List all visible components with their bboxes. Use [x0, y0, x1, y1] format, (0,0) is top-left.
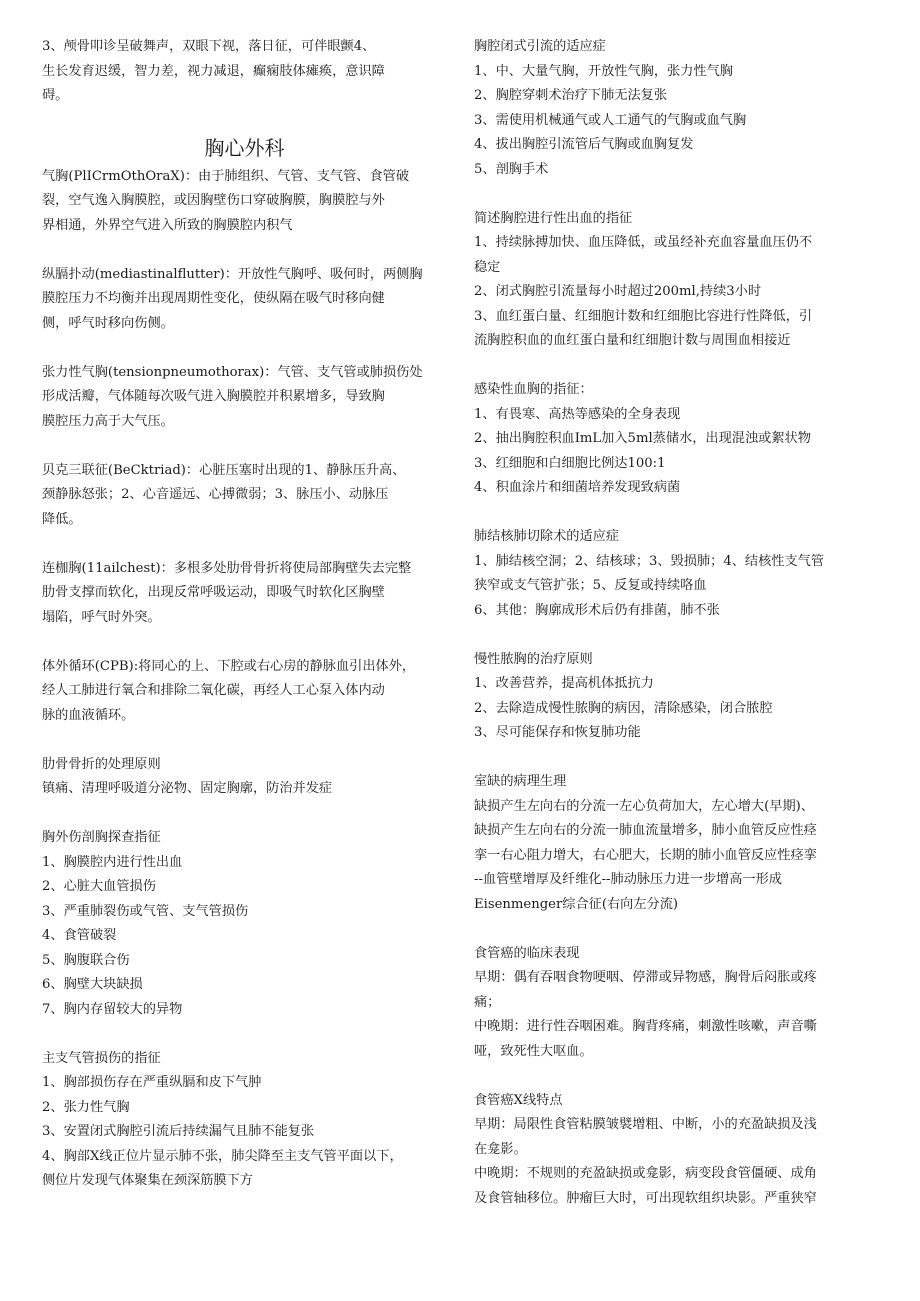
left-column — [42, 35, 447, 1194]
paragraph-heading-line: 慢性脓胸的治疗原则 — [474, 651, 593, 667]
paragraph — [474, 648, 880, 746]
text-line: 脉的血液循环。 — [42, 707, 135, 723]
text-line: 痛； — [474, 994, 501, 1010]
text-line: 形成活瓣，气体随每次吸气进入胸膜腔并积累增多，导致胸 — [42, 389, 385, 404]
text-line: 4、食管破裂 — [42, 928, 117, 943]
section-title: 胸心外科 — [204, 135, 285, 160]
paragraph-heading-line: 肺结核肺切除术的适应症 — [474, 529, 620, 544]
text-line: 1、中、大量气胸，开放性气胸，张力性气胸 — [474, 63, 733, 79]
paragraph-gap — [42, 1022, 447, 1047]
text-line: 早期：偶有吞咽食物哽咽、停滞或异物感，胸骨后闷胀或疼 — [474, 970, 817, 985]
paragraph-gap — [42, 532, 447, 557]
paragraph-gap — [42, 630, 447, 655]
text-line: --血管壁增厚及纤维化--肺动脉压力进一步增高一形成 — [474, 872, 782, 887]
right-sections — [474, 35, 880, 1211]
text-line: 1、胸膜腔内进行性出血 — [42, 854, 183, 870]
text-line: 3、血红蛋白量、红细胞计数和红细胞比容进行性降低，引 — [474, 308, 813, 324]
text-line: 4、拔出胸腔引流管后气胸或血胸复发 — [474, 137, 694, 152]
text-line: 侧位片发现气体聚集在颈深筋膜下方 — [42, 1173, 253, 1188]
paragraph-heading-line: 纵膈扑动(mediastinalflutter)：开放性气胸呼、吸何时，两侧胸 — [42, 266, 423, 282]
paragraph — [42, 165, 447, 239]
text-line: 5、剖胸手术 — [474, 161, 549, 177]
paragraph-gap — [474, 1064, 880, 1089]
paragraph-heading-line: 体外循环(CPB):将同心的上、下腔或右心房的静脉血引出体外， — [42, 658, 416, 674]
paragraph-heading-line: 室缺的病理生理 — [474, 774, 567, 789]
right-column — [474, 35, 880, 1211]
paragraph — [42, 557, 447, 631]
paragraph — [474, 942, 880, 1065]
text-line: 肋骨支撑而软化，出现反常呼吸运动，即吸气时软化区胸壁 — [42, 585, 385, 600]
text-line: 2、抽出胸腔积血ImL加入5ml蒸储水，出现混浊或絮状物 — [474, 431, 811, 446]
text-line: 生长发育迟缓，智力差，视力减退，癫痫肢体瘫痪，意识障 — [42, 63, 385, 79]
text-line: 裂，空气逸入胸膜腔，或因胸壁伤口穿破胸膜，胸膜腔与外 — [42, 193, 385, 208]
paragraph — [474, 1089, 880, 1212]
paragraph-gap — [474, 501, 880, 526]
paragraph-gap — [42, 802, 447, 827]
paragraph-gap — [42, 238, 447, 263]
text-line: 3、安置闭式胸腔引流后持续漏气且肺不能复张 — [42, 1124, 315, 1139]
paragraph-heading-line: 感染性血胸的指征： — [474, 382, 593, 397]
text-line: 4、胸部X线正位片显示肺不张，肺尖降至主支气管平面以下， — [42, 1148, 403, 1164]
paragraph — [42, 361, 447, 435]
text-line: 3、需使用机械通气或人工通气的气胸或血气胸 — [474, 112, 747, 128]
text-line: 碍。 — [42, 88, 69, 103]
text-line: 5、胸腹联合伤 — [42, 952, 130, 968]
text-line: 3、颅骨叩诊呈破舞声，双眼下视，落日征，可伴眼颤4、 — [42, 39, 376, 54]
text-line: 2、胸腔穿刺术治疗下肺无法复张 — [474, 88, 668, 103]
text-line: 1、有畏寒、高热等感染的全身表现 — [474, 406, 681, 422]
text-line: 挛一右心阻力增大，右心肥大，长期的肺小血管反应性痉挛 — [474, 847, 817, 863]
text-line: 3、红细胞和白细胞比例达100:1 — [474, 455, 666, 471]
paragraph-gap — [474, 182, 880, 207]
paragraph — [42, 753, 447, 802]
text-line: 3、严重肺裂伤或气管、支气管损伤 — [42, 903, 249, 919]
text-line: 及食管轴移位。肿瘤巨大时，可出现软组织块影。严重狭窄 — [474, 1190, 817, 1206]
text-line: 镇痛、清理呼吸道分泌物、固定胸廓，防治并发症 — [42, 781, 333, 796]
text-line: 1、改善营养，提高机体抵抗力 — [474, 676, 654, 691]
text-line: 哑，致死性大呕血。 — [474, 1043, 593, 1059]
text-line: 2、闭式胸腔引流量每小时超过200ml,持续3小时 — [474, 284, 762, 299]
text-line: 2、心脏大血管损伤 — [42, 879, 156, 894]
paragraph-heading-line: 简述胸腔进行性出血的指征 — [474, 210, 633, 226]
paragraph — [474, 525, 880, 623]
paragraph — [42, 826, 447, 1022]
text-line: 1、胸部损伤存在严重纵膈和皮下气肿 — [42, 1075, 262, 1090]
paragraph-heading-line: 张力性气胸(tensionpneumothorax)：气管、支气管或肺损伤处 — [42, 364, 423, 380]
text-line: 中晚期：进行性吞咽困难。胸背疼痛，刺激性咳嗽，声音嘶 — [474, 1019, 817, 1034]
text-line: 流胸腔积血的血红蛋白量和红细胞计数与周围血相接近 — [474, 333, 791, 348]
text-line: 6、其他：胸廓成形术后仍有排菌，肺不张 — [474, 602, 720, 618]
paragraph — [474, 35, 880, 182]
paragraph-heading-line: 胸外伤剖胸探查指征 — [42, 830, 161, 845]
text-line: 膜腔压力不均衡并出现周期性变化，使纵隔在吸气时移向健 — [42, 291, 385, 306]
paragraph-gap — [42, 434, 447, 459]
paragraph-gap — [474, 623, 880, 648]
text-line: 缺损产生左向右的分流一左心负荷加大，左心增大(早期)、 — [474, 798, 814, 814]
paragraph-heading-line: 肋骨骨折的处理原则 — [42, 756, 161, 772]
text-line: 早期：局限性食管粘膜皱襞增粗、中断，小的充盈缺损及浅 — [474, 1117, 817, 1132]
paragraph — [42, 655, 447, 729]
paragraph — [42, 459, 447, 533]
text-line: 1、持续脉搏加快、血压降低，或虽经补充血容量血压仍不 — [474, 235, 813, 250]
paragraph-gap — [42, 728, 447, 753]
paragraph — [42, 1047, 447, 1194]
text-line: 2、张力性气胸 — [42, 1099, 130, 1115]
text-line: Eisenmenger综合征(右向左分流) — [474, 896, 679, 912]
text-line: 颈静脉怒张；2、心音遥远、心搏微弱；3、脉压小、动脉压 — [42, 487, 389, 502]
paragraph — [474, 770, 880, 917]
text-line: 侧，呼气时移向伤侧。 — [42, 315, 174, 331]
paragraph-heading-line: 连枷胸(11ailchest)：多根多处肋骨骨折将使局部胸壁失去完整 — [42, 560, 412, 576]
text-line: 6、胸壁大块缺损 — [42, 977, 143, 992]
paragraph-gap — [474, 354, 880, 379]
text-line: 缺损产生左向右的分流一肺血流量增多，肺小血管反应性痉 — [474, 823, 817, 838]
text-line: 狭窄或支气管扩张；5、反复或持续咯血 — [474, 578, 707, 593]
text-line: 稳定 — [474, 259, 501, 275]
text-line: 7、胸内存留较大的异物 — [42, 1001, 183, 1017]
text-line: 4、积血涂片和细菌培养发现致病菌 — [474, 480, 681, 495]
left-sections — [42, 165, 447, 1194]
text-line: 降低。 — [42, 511, 82, 527]
paragraph-gap — [474, 746, 880, 771]
text-line: 膜腔压力高于大气压。 — [42, 413, 174, 429]
text-line: 经人工肺进行氧合和排除二氧化碳，再经人工心泵入体内动 — [42, 683, 385, 698]
text-line: 中晚期：不规则的充盈缺损或龛影，病变段食管僵硬、成角 — [474, 1166, 817, 1181]
paragraph-heading-line: 胸腔闭式引流的适应症 — [474, 39, 606, 54]
paragraph-heading-line: 贝克三联征(BeCktriad)：心脏压塞时出现的1、静脉压升高、 — [42, 462, 406, 478]
paragraph-heading-line: 食管癌的临床表现 — [474, 945, 580, 961]
paragraph-heading-line: 主支气管损伤的指征 — [42, 1050, 161, 1066]
paragraph-gap — [474, 917, 880, 942]
text-line: 1、肺结核空洞；2、结核球；3、毁损肺；4、结核性支气管 — [474, 553, 825, 569]
paragraph-heading-line: 食管癌X线特点 — [474, 1092, 563, 1108]
text-line: 在龛影。 — [474, 1141, 527, 1157]
text-line: 2、去除造成慢性脓胸的病因，清除感染，闭合脓腔 — [474, 700, 773, 716]
paragraph — [42, 263, 447, 337]
text-line: 3、尽可能保存和恢复肺功能 — [474, 725, 641, 740]
paragraph — [474, 378, 880, 501]
intro-paragraph — [42, 35, 447, 109]
text-line: 界相通，外界空气进入所致的胸膜腔内积气 — [42, 217, 293, 233]
paragraph — [474, 207, 880, 354]
paragraph-heading-line: 气胸(PlICrmOthOraX)：由于肺组织、气管、支气管、食管破 — [42, 168, 410, 184]
paragraph-gap — [42, 336, 447, 361]
text-line: 塌陷，呼气时外突。 — [42, 609, 161, 625]
